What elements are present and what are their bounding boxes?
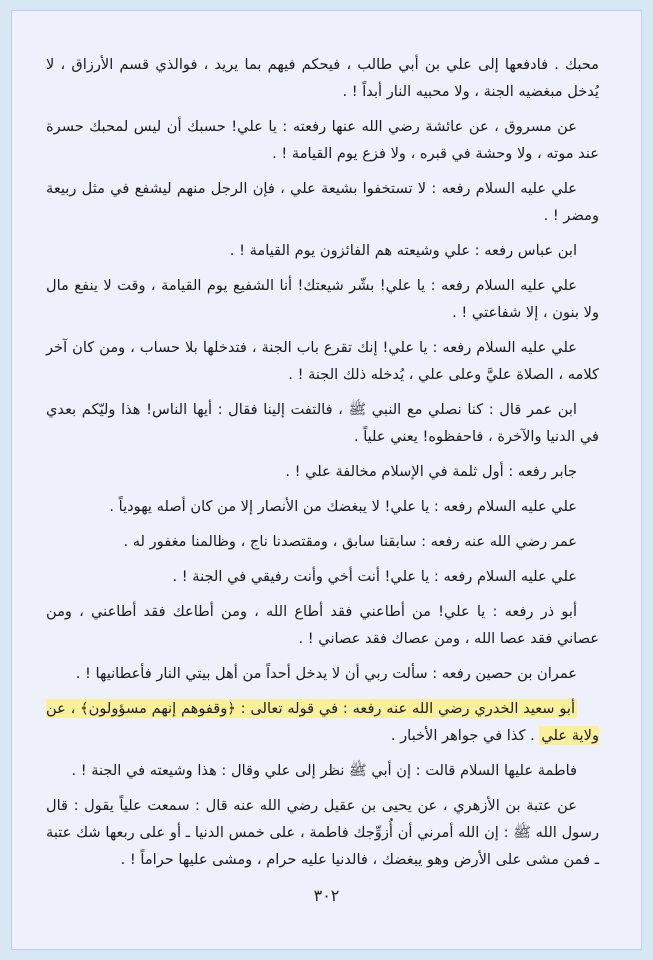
paragraph-2: عن مسروق ، عن عائشة رضي الله عنها رفعته : يا علي! حسبك أن ليس لمحبك حسرة عند موته ، ولا وحشة في قبره ، ولا فزع يوم القيامة ! . — [46, 118, 599, 162]
paragraph-15: فاطمة عليها السلام قالت : إن أبي ﷺ نظر إلى علي وقال : هذا وشيعته في الجنة ! . — [71, 762, 577, 779]
highlight-tail: . كذا في جواهر الأخبار . — [390, 727, 540, 744]
paragraph-4: ابن عباس رفعه : علي وشيعته هم الفائزون يوم القيامة ! . — [229, 242, 577, 259]
paragraph-13: عمران بن حصين رفعه : سألت ربي أن لا يدخل أحداً من أهل بيتي النار فأعطانيها ! . — [75, 665, 577, 682]
paragraph-3: علي عليه السلام رفعه : لا تستخفوا بشيعة علي ، فإن الرجل منهم ليشفع في مثل ربيعة ومضر ! . — [46, 180, 599, 224]
paragraph-5: علي عليه السلام رفعه : يا علي! بشّر شيعتك! أنا الشفيع يوم القيامة ، وقت لا ينفع مال ولا بنون ، إلا شفاعتي ! . — [46, 277, 599, 321]
paragraph-12: أبو ذر رفعه : يا علي! من أطاعني فقد أطاع الله ، ومن أطاعك فقد أطاعني ، ومن عصاني فقد عصا الله ، ومن عصاك فقد عصاني ! . — [46, 603, 599, 647]
book-page — [11, 10, 642, 950]
paragraph-16: عن عتبة بن الأزهري ، عن يحيى بن عقيل رضي الله عنه قال : سمعت علياً يقول : قال رسول الله ﷺ : إن الله أمرني أن أُزوِّجك فاطمة ، على خمس الدنيا ـ أو على ربعها شك عتبة ـ فمن مشى على الأرض وهو يبغضك ، فالدنيا عليه حرام ، ومشى عليها حراماً ! . — [46, 797, 599, 868]
paragraph-10: عمر رضي الله عنه رفعه : سابقنا سابق ، ومقتصدنا ناج ، وظالمنا مغفور له . — [123, 533, 577, 550]
paragraph-6: علي عليه السلام رفعه : يا علي! إنك تقرع باب الجنة ، فتدخلها بلا حساب ، ومن كان آخر كلامه ، الصلاة عليَّ وعلى علي ، يُدخله ذلك الجنة ! . — [46, 339, 599, 383]
paragraph-8: جابر رفعه : أول ثلمة في الإسلام مخالفة علي ! . — [285, 463, 577, 480]
paragraph-7: ابن عمر قال : كنا نصلي مع النبي ﷺ ، فالتفت إلينا فقال : أيها الناس! هذا وليّكم بعدي في الدنيا والآخرة ، فاحفظوه! يعني علياً . — [46, 401, 599, 445]
highlighted-text: أبو سعيد الخدري رضي الله عنه رفعه : في قوله تعالى : ﴿وقفوهم إنهم مسؤولون﴾ ، عن ولاية علي — [46, 700, 599, 744]
paragraph-1: محبك . فادفعها إلى علي بن أبي طالب ، فيحكم فيهم بما يريد ، فوالذي قسم الأرزاق ، لا يُدخل مبغضيه الجنة ، ولا محبيه النار أبداً ! . — [46, 56, 599, 100]
paragraph-9: علي عليه السلام رفعه : يا علي! لا يبغضك من الأنصار إلا من كان أصله يهودياً . — [109, 498, 577, 515]
highlighted-paragraph — [46, 695, 599, 749]
page-text — [46, 51, 599, 881]
paragraph-11: علي عليه السلام رفعه : يا علي! أنت أخي وأنت رفيقي في الجنة ! . — [172, 568, 577, 585]
page-number: ٣٠٢ — [313, 886, 340, 905]
